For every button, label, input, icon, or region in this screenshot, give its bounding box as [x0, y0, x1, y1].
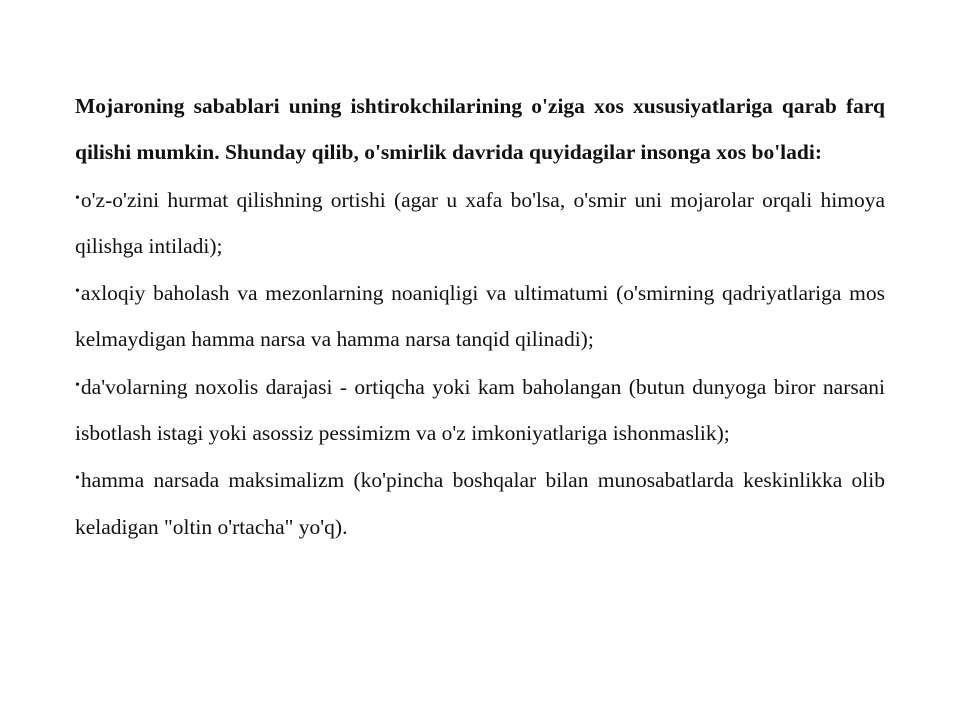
bullet-icon: • — [75, 284, 80, 300]
bullet-icon: • — [75, 471, 80, 487]
bullet-item — [75, 269, 885, 363]
bullet-text: da'volarning noxolis darajasi - ortiqcha yoki kam baholangan (butun dunyoga biror narsani isbotlash istagi yoki asossiz pessimizm va o'z imkoniyatlariga ishonmaslik); — [75, 374, 885, 446]
bullet-icon: • — [75, 190, 80, 206]
bullet-text: axloqiy baholash va mezonlarning noaniqligi va ultimatumi (o'smirning qadriyatlariga mos kelmaydigan hamma narsa va hamma narsa tanqid qilinadi); — [75, 281, 885, 352]
bullet-text: o'z-o'zini hurmat qilishning ortishi (agar u xafa bo'lsa, o'smir uni mojarolar orqali himoya qilishga intiladi); — [75, 187, 885, 258]
intro-paragraph: Mojaroning sabablari uning ishtirokchilarining o'ziga xos xususiyatlariga qarab farq qilishi mumkin. Shunday qilib, o'smirlik davrida quyidagilar insonga xos bo'ladi: — [75, 94, 885, 165]
bullet-item — [75, 176, 885, 270]
bullet-icon: • — [75, 377, 80, 393]
slide-content — [75, 83, 885, 550]
bullet-item — [75, 456, 885, 550]
bullet-text: hamma narsada maksimalizm (ko'pincha boshqalar bilan munosabatlarda keskinlikka olib keladigan "oltin o'rtacha" yo'q). — [75, 468, 885, 539]
bullet-item — [75, 363, 885, 457]
